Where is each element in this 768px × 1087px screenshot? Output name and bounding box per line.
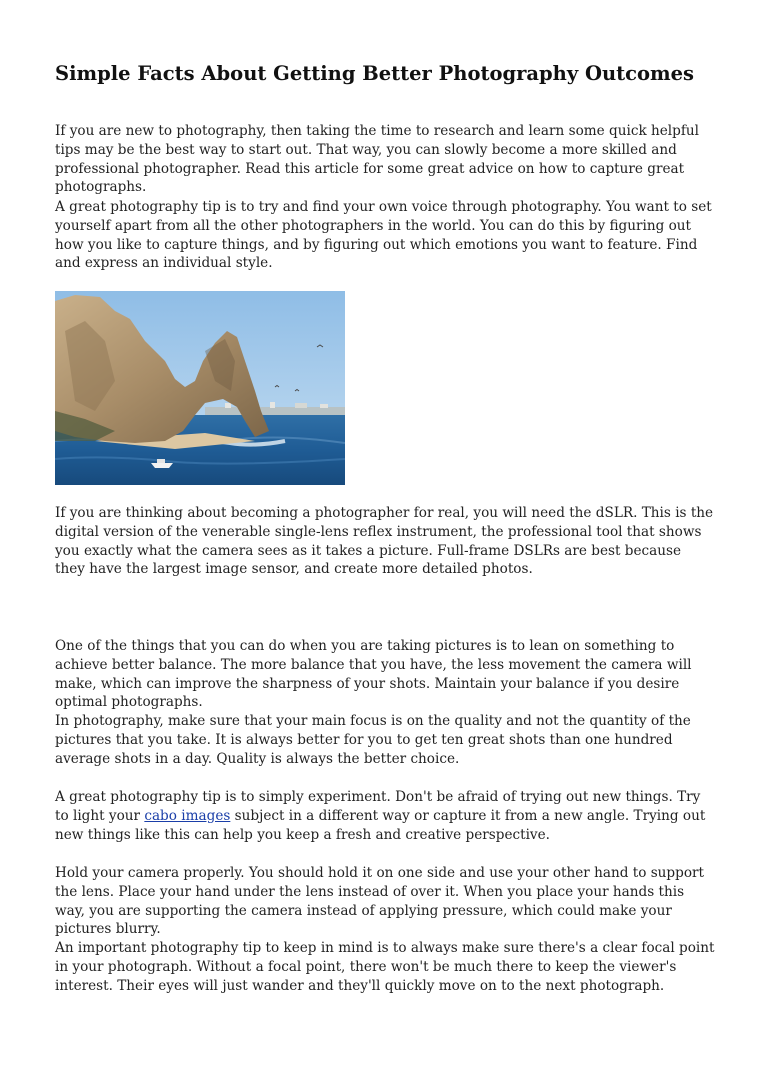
paragraph-dslr: If you are thinking about becoming a photographer for real, you will need the dSLR. This is the digital version of the venerable single-lens reflex instrument, the professional tool that shows you exactly what the camera sees as it takes a picture. Full-frame DSLRs are best because they have the largest image sensor, and create more detailed photos.	[55, 505, 714, 578]
paragraph-quality: In photography, make sure that your main focus is on the quality and not the quantity of the pictures that you take. It is always better for you to get ten great shots than one hundred average shots in a day. Quality is always the better choice.	[55, 713, 691, 767]
arch-rock-photo	[55, 291, 345, 485]
experiment-text-after-link: subject in a different way or capture it from a new angle. Trying out new things like this can help you keep a fresh and creative perspective.	[55, 807, 706, 843]
paragraph-experiment	[55, 788, 715, 844]
paragraph-own-voice: A great photography tip is to try and find your own voice through photography. You want to set yourself apart from all the other photographers in the world. You can do this by figuring out how you like to capture things, and by figuring out which emotions you want to feature. Find and express an individual style.	[55, 199, 712, 272]
cabo-images-link[interactable]: cabo images	[144, 807, 231, 824]
page-title: Simple Facts About Getting Better Photography Outcomes	[55, 62, 695, 85]
paragraph-intro: If you are new to photography, then taking the time to research and learn some quick helpful tips may be the best way to start out. That way, you can slowly become a more skilled and professional photographer. Read this article for some great advice on how to capture great photographs.	[55, 123, 699, 196]
experiment-text-before-link: A great photography tip is to simply experiment. Don't be afraid of trying out new things. Try to light your	[55, 789, 701, 824]
paragraph-balance: One of the things that you can do when you are taking pictures is to lean on something to achieve better balance. The more balance that you have, the less movement the camera will make, which can improve the sharpness of your shots. Maintain your balance if you desire optimal photographs.	[55, 638, 692, 711]
paragraph-hold-camera: Hold your camera properly. You should hold it on one side and use your other hand to support the lens. Place your hand under the lens instead of over it. When you place your hands this way, you are supporting the camera instead of applying pressure, which could make your pictures blurry.	[55, 865, 704, 938]
paragraph-focal-point: An important photography tip to keep in mind is to always make sure there's a clear focal point in your photograph. Without a focal point, there won't be much there to keep the viewer's interest. Their eyes will just wander and they'll quickly move on to the next photograph.	[55, 940, 715, 994]
